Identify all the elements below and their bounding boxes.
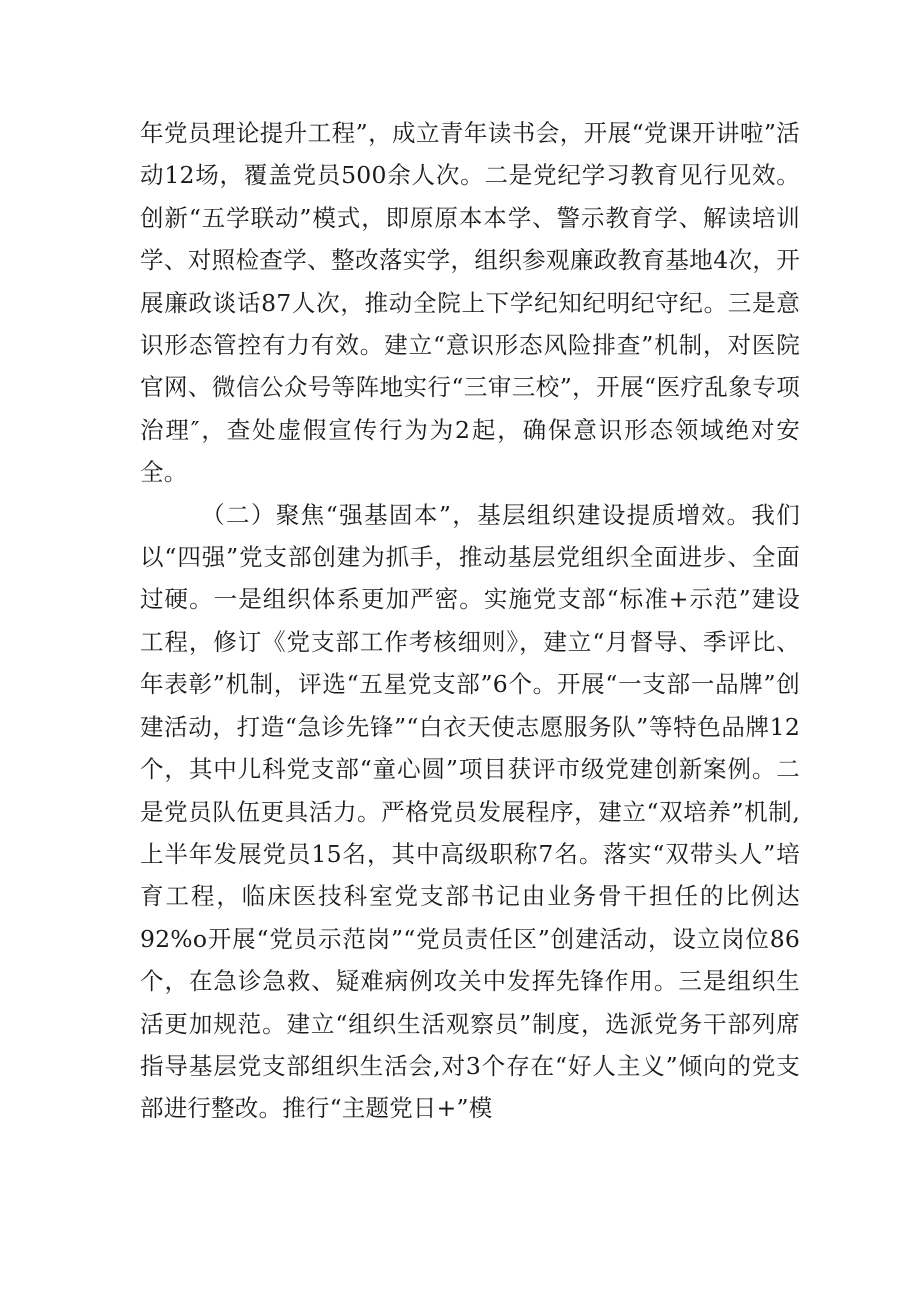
paragraph-2: （二）聚焦“强基固本”，基层组织建设提质增效。我们以“四强”党支部创建为抓手，推动基层党组织全面进步、全面过硬。一是组织体系更加严密。实施党支部“标准+示范”建设工程，修订《党支部工作考核细则》，建立“月督导、季评比、年表彰”机制，评选“五星党支部”6个。开展“一支部一品牌”创建活动，打造“急诊先锋”“白衣天使志愿服务队”等特色品牌12个，其中儿科党支部“童心圆”项目获评市级党建创新案例。二是党员队伍更具活力。严格党员发展程序，建立“双培养”机制,上半年发展党员15名，其中高级职称7名。落实“双带头人”培育工程，临床医技科室党支部书记由业务骨干担任的比例达92%o开展“党员示范岗”“党员责任区”创建活动，设立岗位86个，在急诊急救、疑难病例攻关中发挥先锋作用。三是组织生活更加规范。建立“组织生活观察员”制度，选派党务干部列席指导基层党支部组织生活会,对3个存在“好人主义”倾向的党支部进行整改。推行“主题党日+”模 — [140, 500, 800, 1123]
document-body — [140, 112, 800, 1130]
paragraph-1: 年党员理论提升工程”，成立青年读书会，开展“党课开讲啦”活动12场，覆盖党员500余人次。二是党纪学习教育见行见效。创新“五学联动”模式，即原原本本学、警示教育学、解读培训学、对照检查学、整改落实学，组织参观廉政教育基地4次，开展廉政谈话87人次，推动全院上下学纪知纪明纪守纪。三是意识形态管控有力有效。建立“意识形态风险排查”机制，对医院官网、微信公众号等阵地实行“三审三校”，开展“医疗乱象专项治理″，查处虚假宣传行为为2起，确保意识形态领域绝对安全。 — [140, 119, 800, 487]
